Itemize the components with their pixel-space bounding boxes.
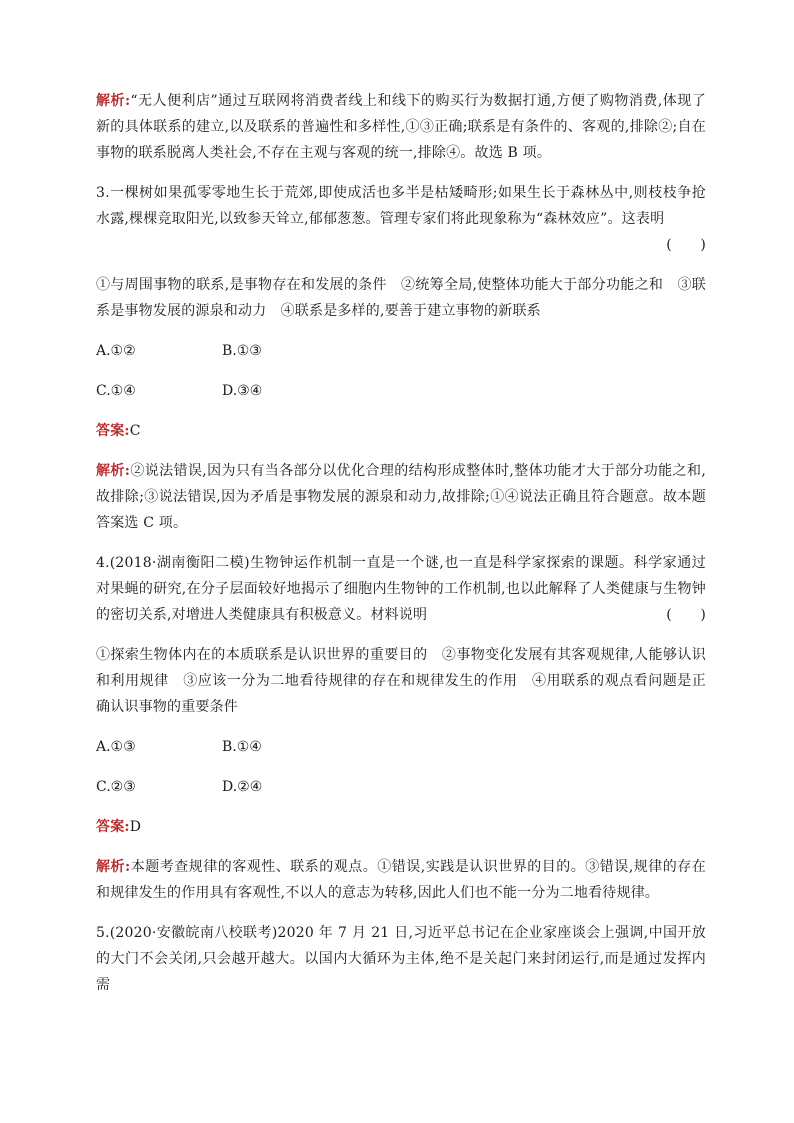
question-3-paren: ( )	[666, 237, 706, 253]
question-3-options-row-1	[96, 338, 706, 364]
analysis-q3	[96, 458, 706, 536]
answer-label: 答案:	[96, 819, 130, 835]
question-3-stem-text: 3.一棵树如果孤零零地生长于荒郊,即使成活也多半是枯矮畸形;如果生长于森林丛中,则枝枝争抢水露,棵棵竞取阳光,以致参天耸立,郁郁葱葱。管理专家们将此现象称为“森林效应”。这表明	[96, 185, 706, 227]
option-c: C.①④	[96, 383, 136, 399]
option-d: D.②④	[222, 779, 263, 795]
option-d: D.③④	[222, 383, 263, 399]
question-4-statements: ①探索生物体内在的本质联系是认识世界的重要目的 ②事物变化发展有其客观规律,人能够认识和利用规律 ③应该一分为二地看待规律的存在和规律发生的作用 ④用联系的观点看问题是正确认识事物的重要条件	[96, 647, 706, 715]
analysis-label: 解析:	[96, 93, 131, 109]
option-b: B.①④	[222, 739, 262, 755]
option-a: A.①③	[96, 739, 136, 755]
question-3-stem	[96, 180, 706, 232]
analysis-text: “无人便利店”通过互联网将消费者线上和线下的购买行为数据打通,方便了购物消费,体现了新的具体联系的建立,以及联系的普遍性和多样性,①③正确;联系是有条件的、客观的,排除②;自在事物的联系脱离人类社会,不存在主观与客观的统一,排除④。故选 B 项。	[96, 93, 706, 161]
answer-value: C	[129, 423, 141, 439]
option-a: A.①②	[96, 343, 136, 359]
question-4-paren: ( )	[666, 607, 706, 623]
question-4-stem	[96, 550, 706, 628]
analysis-text: ②说法错误,因为只有当各部分以优化合理的结构形成整体时,整体功能才大于部分功能之和,故排除;③说法错误,因为矛盾是事物发展的源泉和动力,故排除;①④说法正确且符合题意。故本题答案选 C 项。	[96, 463, 706, 531]
answer-label: 答案:	[96, 423, 130, 439]
question-4-options-row-1	[96, 734, 706, 760]
analysis-label: 解析:	[96, 859, 131, 875]
analysis-text: 本题考查规律的客观性、联系的观点。①错误,实践是认识世界的目的。③错误,规律的存在和规律发生的作用具有客观性,不以人的意志为转移,因此人们也不能一分为二地看待规律。	[96, 859, 706, 901]
question-3-statements: ①与周围事物的联系,是事物存在和发展的条件 ②统筹全局,使整体功能大于部分功能之和 ③联系是事物发展的源泉和动力 ④联系是多样的,要善于建立事物的新联系	[96, 277, 706, 319]
answer-q4	[96, 814, 706, 840]
analysis-q4	[96, 854, 706, 906]
question-5-stem: 5.(2020·安徽皖南八校联考)2020 年 7 月 21 日,习近平总书记在企业家座谈会上强调,中国开放的大门不会关闭,只会越开越大。以国内大循环为主体,绝不是关起门来封闭运行,而是通过发挥内需	[96, 925, 706, 993]
analysis-q2	[96, 88, 706, 166]
question-4-stem-text: 4.(2018·湖南衡阳二模)生物钟运作机制一直是一个谜,也一直是科学家探索的课题。科学家通过对果蝇的研究,在分子层面较好地揭示了细胞内生物钟的工作机制,也以此解释了人类健康与生物钟的密切关系,对增进人类健康具有积极意义。材料说明	[96, 555, 706, 623]
question-3-options-row-2	[96, 378, 706, 404]
answer-q3	[96, 418, 706, 444]
answer-value: D	[129, 819, 142, 835]
option-b: B.①③	[222, 343, 262, 359]
analysis-label: 解析:	[96, 463, 131, 479]
document-page	[96, 88, 706, 1012]
option-c: C.②③	[96, 779, 136, 795]
question-4-options-row-2	[96, 774, 706, 800]
